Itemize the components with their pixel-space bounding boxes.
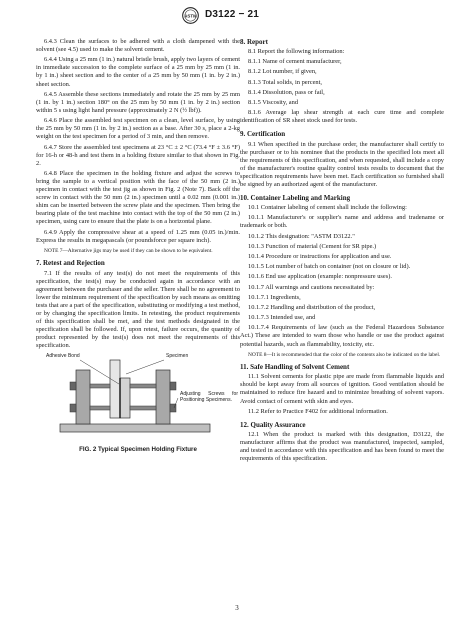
paragraph-10-1: 10.1 Container labeling of cement shall include the following: bbox=[248, 204, 407, 212]
note-8: NOTE 8—It is recommended that the color of the contents also be indicated on the label. bbox=[248, 351, 441, 358]
section-8-heading: 8. Report bbox=[240, 38, 268, 46]
paragraph-8-1-1: 8.1.1 Name of cement manufacturer, bbox=[248, 58, 342, 66]
paragraph-6-4-3: 6.4.3 Clean the surfaces to be adhered with a cloth dampened with the solvent (see 4.5) used to make the solvent cement. bbox=[36, 38, 240, 54]
paragraph-8-1-6: 8.1.6 Average lap shear strength at each cure time and complete identification of SR sheet stock used for tests. bbox=[240, 109, 444, 125]
paragraph-10-1-4: 10.1.4 Procedure or instructions for application and use. bbox=[248, 253, 392, 260]
page-header bbox=[0, 6, 474, 26]
paragraph-8-1-2: 8.1.2 Lot number, if given, bbox=[248, 68, 317, 76]
figure-2 bbox=[36, 354, 240, 454]
page-number: 3 bbox=[235, 604, 239, 612]
label-adjusting-screws: Adjusting Screws for Positioning Specimens. bbox=[180, 391, 238, 404]
paragraph-8-1-5: 8.1.5 Viscosity, and bbox=[248, 99, 299, 107]
paragraph-11-2: 11.2 Refer to Practice F402 for additional information. bbox=[248, 407, 388, 415]
paragraph-11-1: 11.1 Solvent cements for plastic pipe are made from flammable liquids and should be kept away from all sources of ignition. Good ventilation should be maintained to reduce fire hazard and to minimize breathing of solvent vapors. Avoid contact of cement with skin and eyes. bbox=[240, 373, 444, 405]
paragraph-10-1-2: 10.1.2 This designation: "ASTM D3122." bbox=[248, 232, 355, 240]
section-7-heading: 7. Retest and Rejection bbox=[36, 259, 105, 268]
paragraph-10-1-5: 10.1.5 Lot number of batch on container (not on closure or lid). bbox=[248, 263, 411, 271]
section-9-heading: 9. Certification bbox=[240, 130, 286, 139]
note-7: NOTE 7—Alternative jigs may be used if they can be shown to be equivalent. bbox=[44, 247, 213, 254]
paragraph-10-1-1: 10.1.1 Manufacturer's or supplier's name and address and tradename or trademark or both. bbox=[240, 214, 444, 230]
paragraph-10-1-7-4: 10.1.7.4 Requirements of law (such as the Federal Hazardous Substance Act.) These are intended to warn those who handle or use the product against potential hazards, such as flammability, toxicity, etc. bbox=[240, 324, 444, 348]
paragraph-8-1: 8.1 Report the following information: bbox=[248, 48, 345, 56]
paragraph-6-4-4: 6.4.4 Using a 25 mm (1 in.) natural bristle brush, apply two layers of cement in immediate succession to the complete surface of a 25 mm by 25 mm (1 in. by 1 in.) sheet section and to the center of a 25 mm by 50 mm (1 in. by 2 in.) sheet section. bbox=[36, 56, 240, 88]
section-10-heading: 10. Container Labeling and Marking bbox=[240, 194, 351, 203]
paragraph-6-4-8: 6.4.8 Place the specimen in the holding fixture and adjust the screws to bring the sample to a vertical position with the face of the 50 mm (2 in.) specimen in contact with the test jig as shown in Fig. 2 (Note 7). Back off the screw in contact with the 50 mm (2 in.) specimen until a 0.02 mm (0.001 in.) shim can be inserted between the screw plate and the specimen. Then bring the bearing plate of the test machine into contact with the top of the 50 mm (2 in.) specimen, using care to ensure that the plate is on a horizontal plane. bbox=[36, 169, 240, 226]
astm-logo-icon bbox=[182, 7, 199, 24]
paragraph-6-4-6: 6.4.6 Place the assembled test specimen on a clean, level surface, by using the 25 mm by 50 mm (1 in. by 2 in.) section as a base. After 30 s, place a 2-kg weight on the test specimen for a period of 3 min, and then remove. bbox=[36, 117, 240, 141]
figure-2-caption: FIG. 2 Typical Specimen Holding Fixture bbox=[79, 445, 197, 453]
paragraph-10-1-7: 10.1.7 All warnings and cautions necessitated by: bbox=[248, 283, 375, 291]
right-column bbox=[240, 38, 444, 465]
paragraph-10-1-7-2: 10.1.7.2 Handling and distribution of the product, bbox=[248, 303, 376, 311]
label-adhesive-bond: Adhesive Bond bbox=[46, 353, 80, 360]
paragraph-10-1-3: 10.1.3 Function of material (Cement for SR pipe.) bbox=[248, 242, 377, 250]
section-11-heading: 11. Safe Handling of Solvent Cement bbox=[240, 363, 350, 372]
document-designation: D3122 − 21 bbox=[205, 9, 259, 20]
paragraph-10-1-7-3: 10.1.7.3 Intended use, and bbox=[248, 314, 316, 322]
left-column bbox=[36, 38, 240, 454]
paragraph-7-1: 7.1 If the results of any test(s) do not meet the requirements of this specification, the test(s) may be conducted again in accordance with an agreement between the purchaser and the seller. There shall be no agreement to lower the minimum requirement of the specification by such means as omitting tests that are a part of the specification, substituting or modifying a test method, or by changing the specification limits. In retesting, the product requirements of this specification shall be met, and the test methods designated in the specification shall be followed. If, upon retest, failure occurs, the quantity of product represented by the test(s) does not meet the requirements of this specification. bbox=[36, 269, 240, 350]
paragraph-6-4-9: 6.4.9 Apply the compressive shear at a speed of 1.25 mm (0.05 in.)/min. Express the results in megapascals (or poundsforce per square inch). bbox=[36, 228, 240, 244]
paragraph-6-4-5: 6.4.5 Assemble these sections immediately and rotate the 25 mm by 25 mm (1 in. by 1 in.) section 180° on the 25 mm by 50 mm (1 in. by 2 in.) section within 5 s using light hand pressure (approximately 2 N (½ lbf)). bbox=[36, 90, 240, 114]
section-12-heading: 12. Quality Assurance bbox=[240, 420, 306, 429]
paragraph-6-4-7: 6.4.7 Store the assembled test specimens at 23 °C ± 2 °C (73.4 °F ± 3.6 °F) for 16-h or 48-h and test them in a holding fixture similar to that shown in Fig. 2. bbox=[36, 143, 240, 167]
label-specimen: Specimen bbox=[166, 353, 189, 360]
paragraph-10-1-7-1: 10.1.7.1 Ingredients, bbox=[248, 293, 301, 301]
paragraph-10-1-6: 10.1.6 End use application (example: nonpressure uses). bbox=[248, 273, 392, 281]
paragraph-12-1: 12.1 When the product is marked with this designation, D3122, the manufacturer affirms that the product was manufactured, inspected, sampled, and tested in accordance with this specification and has been found to meet the requirements of this specification. bbox=[240, 430, 444, 463]
paragraph-8-1-3: 8.1.3 Total solids, in percent, bbox=[248, 78, 322, 86]
svg-text:ASTM: ASTM bbox=[184, 13, 197, 19]
paragraph-9-1: 9.1 When specified in the purchase order, the manufacturer shall certify to the purchaser or to his nominee that the products in the specified lots meet all the requirements of this specification, and when requested, shall include a copy of the manufacturer's routine quality control tests results to document that the specification requirements have been met. Each certification so furnished shall be signed by an authorized agent of the manufacturer. bbox=[240, 140, 444, 188]
paragraph-8-1-4: 8.1.4 Dissolution, pass or fail, bbox=[248, 88, 325, 96]
